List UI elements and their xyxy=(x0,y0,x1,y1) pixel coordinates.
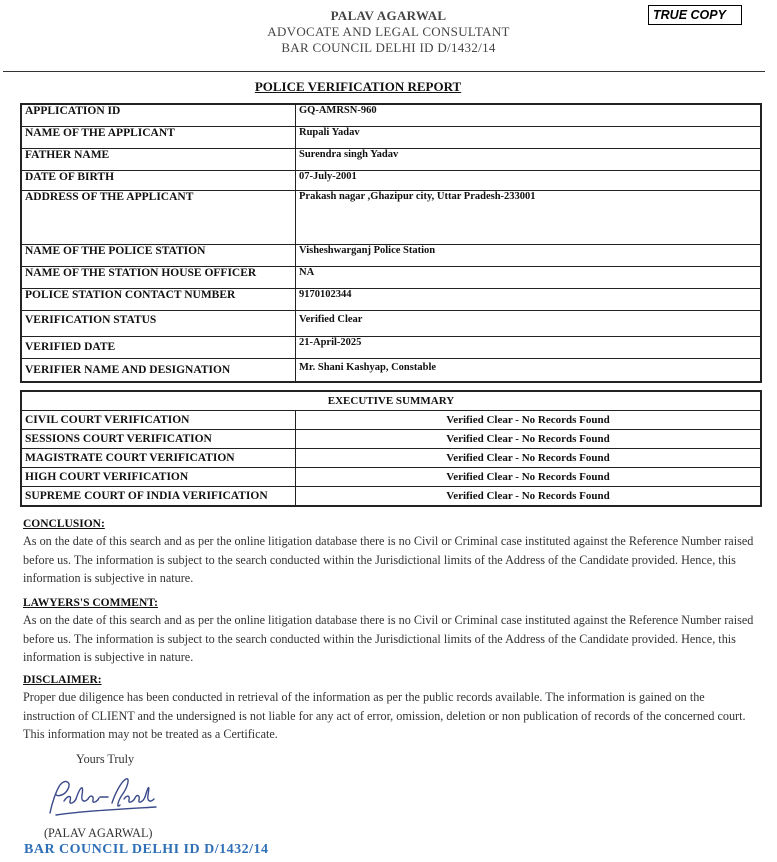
summary-value: Verified Clear - No Records Found xyxy=(296,430,762,449)
summary-value: Verified Clear - No Records Found xyxy=(296,449,762,468)
table-row xyxy=(21,468,761,487)
detail-value: GQ-AMRSN-960 xyxy=(296,104,762,126)
summary-value: Verified Clear - No Records Found xyxy=(296,468,762,487)
table-row xyxy=(21,430,761,449)
detail-label: VERIFICATION STATUS xyxy=(21,310,296,336)
table-row xyxy=(21,449,761,468)
table-row xyxy=(21,411,761,430)
detail-label: NAME OF THE STATION HOUSE OFFICER xyxy=(21,266,296,288)
table-row xyxy=(21,358,761,382)
closing-greeting: Yours Truly xyxy=(76,752,135,766)
summary-label: MAGISTRATE COURT VERIFICATION xyxy=(21,449,296,468)
disclaimer-text: Proper due diligence has been conducted in retrieval of the information as per the public records available. The information is gained on the instruction of CLIENT and the undersigned is not liable for any act of error, omission, deletion or non publication of records of the concerned court. This information may not be treated as a Certificate. xyxy=(23,690,746,741)
handwritten-signature xyxy=(42,773,162,828)
table-row xyxy=(21,190,761,244)
summary-label: CIVIL COURT VERIFICATION xyxy=(21,411,296,430)
table-row xyxy=(21,487,761,507)
table-row xyxy=(21,266,761,288)
detail-label: VERIFIER NAME AND DESIGNATION xyxy=(21,358,296,382)
advocate-name: PALAV AGARWAL xyxy=(330,8,447,23)
summary-label: SUPREME COURT OF INDIA VERIFICATION xyxy=(21,487,296,507)
conclusion-section xyxy=(23,517,758,588)
table-row xyxy=(21,288,761,310)
summary-value: Verified Clear - No Records Found xyxy=(296,411,762,430)
table-row xyxy=(21,104,761,126)
true-copy-stamp: TRUE COPY xyxy=(648,5,742,25)
summary-label: SESSIONS COURT VERIFICATION xyxy=(21,430,296,449)
detail-value: Mr. Shani Kashyap, Constable xyxy=(296,358,762,382)
table-row xyxy=(21,126,761,148)
table-row xyxy=(21,170,761,190)
lawyers-comment-heading: LAWYERS'S COMMENT: xyxy=(23,597,158,609)
detail-value: Verified Clear xyxy=(296,310,762,336)
detail-label: VERIFIED DATE xyxy=(21,336,296,358)
detail-label: APPLICATION ID xyxy=(21,104,296,126)
disclaimer-heading: DISCLAIMER: xyxy=(23,674,102,686)
signatory-name: (PALAV AGARWAL) xyxy=(44,826,153,840)
executive-summary-heading: EXECUTIVE SUMMARY xyxy=(21,391,761,411)
detail-label: NAME OF THE APPLICANT xyxy=(21,126,296,148)
conclusion-heading: CONCLUSION: xyxy=(23,518,105,530)
lawyers-comment-text: As on the date of this search and as per the online litigation database there is no Civil or Criminal case instituted against the Reference Number raised before us. The information is subject to the search conducted within the Jurisdictional limits of the Address of the Candidate provided. Hence, this information is subjective in nature. xyxy=(23,613,754,664)
detail-value: Rupali Yadav xyxy=(296,126,762,148)
detail-value: NA xyxy=(296,266,762,288)
detail-label: NAME OF THE POLICE STATION xyxy=(21,244,296,266)
detail-label: DATE OF BIRTH xyxy=(21,170,296,190)
detail-value: 9170102344 xyxy=(296,288,762,310)
disclaimer-section xyxy=(23,673,758,744)
table-row xyxy=(21,244,761,266)
header-divider xyxy=(3,71,765,72)
detail-value: 21-April-2025 xyxy=(296,336,762,358)
table-row xyxy=(21,310,761,336)
table-row xyxy=(21,336,761,358)
detail-label: POLICE STATION CONTACT NUMBER xyxy=(21,288,296,310)
table-row xyxy=(21,391,761,411)
summary-value: Verified Clear - No Records Found xyxy=(296,487,762,507)
detail-value: Visheshwarganj Police Station xyxy=(296,244,762,266)
detail-label: ADDRESS OF THE APPLICANT xyxy=(21,190,296,244)
detail-label: FATHER NAME xyxy=(21,148,296,170)
conclusion-text: As on the date of this search and as per the online litigation database there is no Civil or Criminal case instituted against the Reference Number raised before us. The information is subject to the search conducted within the Jurisdictional limits of the Address of the Candidate provided. Hence, this information is subjective in nature. xyxy=(23,534,754,585)
detail-value: 07-July-2001 xyxy=(296,170,762,190)
bar-council-id: BAR COUNCIL DELHI ID D/1432/14 xyxy=(281,40,496,55)
signatory-bar-id: BAR COUNCIL DELHI ID D/1432/14 xyxy=(24,842,269,857)
applicant-details-table xyxy=(20,103,762,383)
detail-value: Surendra singh Yadav xyxy=(296,148,762,170)
advocate-title: ADVOCATE AND LEGAL CONSULTANT xyxy=(267,24,510,39)
table-row xyxy=(21,148,761,170)
lawyers-comment-section xyxy=(23,596,758,667)
executive-summary-table xyxy=(20,390,762,507)
detail-value: Prakash nagar ,Ghazipur city, Uttar Pradesh-233001 xyxy=(296,190,762,244)
summary-label: HIGH COURT VERIFICATION xyxy=(21,468,296,487)
report-title: POLICE VERIFICATION REPORT xyxy=(254,79,462,94)
